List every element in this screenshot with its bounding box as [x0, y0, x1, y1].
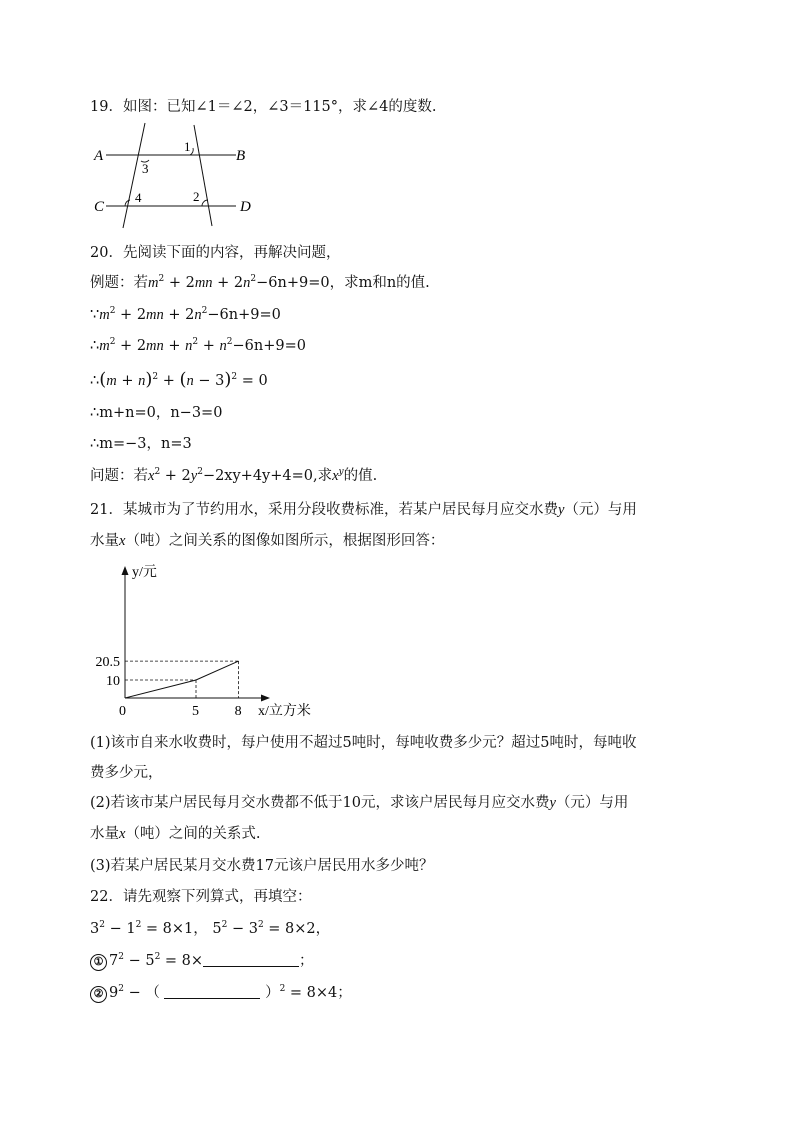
x-tick-label: 8	[234, 704, 242, 719]
angle-1: 1	[184, 139, 191, 154]
q19-figure	[88, 118, 273, 230]
q22-examples: $3^2 - 1^2 = 8\times 1$， $5^2 - 3^2 = 8\times 2$，	[90, 920, 331, 937]
y-tick-label: 10	[106, 674, 120, 689]
label-A: A	[94, 148, 104, 164]
q21-line2: 水量x（吨）之间关系的图像如图所示，根据图形回答：	[90, 533, 445, 549]
q20-intro: 20．先阅读下面的内容，再解决问题，	[90, 245, 341, 261]
q21-line1: 21．某城市为了节约用水，采用分段收费标准，若某户居民每月应交水费y（元）与用	[90, 502, 637, 518]
q20-problem: 问题：若$x^2 + 2y^2-2xy+4y+4=0$,求$x^y$的值.	[90, 467, 378, 484]
q20-example: 例题：若$m^2 + 2mn + 2n^2-6n+9=0$，求m和n的值.	[90, 274, 430, 291]
answer-blank-2[interactable]	[164, 984, 260, 999]
q20-step3: ∴(m + $n)^2 + (n - 3)^2 = 0$	[90, 369, 268, 390]
q21-part2b: 水量x（吨）之间的关系式.	[90, 826, 261, 842]
q21-part3: (3)若某户居民某月交水费17元该户居民用水多少吨？	[90, 858, 434, 874]
q21-chart	[90, 558, 330, 723]
q20-step5: ∴m=−3，n=3	[90, 436, 192, 452]
y-axis-arrow	[122, 566, 129, 575]
q22-intro: 22．请先观察下列算式，再填空：	[90, 889, 312, 905]
angle-2: 2	[193, 189, 200, 204]
x-tick-label: 5	[192, 704, 199, 719]
label-D: D	[240, 199, 251, 215]
x-tick-label: 0	[119, 704, 126, 719]
y-tick-label: 20.5	[95, 655, 120, 671]
q21-part2a: (2)若该市某户居民每月交水费都不低于10元，求该户居民每月应交水费y（元）与用	[90, 795, 629, 811]
q20-step2: $\therefore m^2 + 2mn + n^2 + n^2-6n+9=0$	[90, 337, 306, 354]
series-line	[125, 661, 239, 698]
q22-item2: ② $9^2$ − （ ）$^2$ = 8×4；	[90, 983, 352, 1003]
y-axis-label: y/元	[132, 565, 157, 580]
q21-part1a: (1)该市自来水收费时，每户使用不超过5吨时，每吨收费多少元？超过5吨时，每吨收	[90, 735, 637, 751]
q22-item1: ① $7^2 - 5^2 = 8\times$ ；	[90, 951, 314, 971]
label-B: B	[236, 148, 246, 164]
answer-blank-1[interactable]	[203, 952, 299, 967]
q20-step4: ∴m+n=0，n−3=0	[90, 405, 223, 421]
q21-part1b: 费多少元，	[90, 765, 163, 781]
x-axis-arrow	[261, 695, 270, 702]
q20-step1: $\because m^2 + 2mn + 2n^2-6n+9=0$	[90, 306, 281, 323]
x-axis-label: x/立方米	[258, 704, 311, 719]
label-C: C	[94, 199, 105, 215]
angle-4: 4	[135, 190, 142, 205]
angle-3: 3	[142, 161, 149, 176]
q19-text: 19．如图：已知∠1＝∠2，∠3＝115°，求∠4的度数.	[90, 99, 437, 115]
